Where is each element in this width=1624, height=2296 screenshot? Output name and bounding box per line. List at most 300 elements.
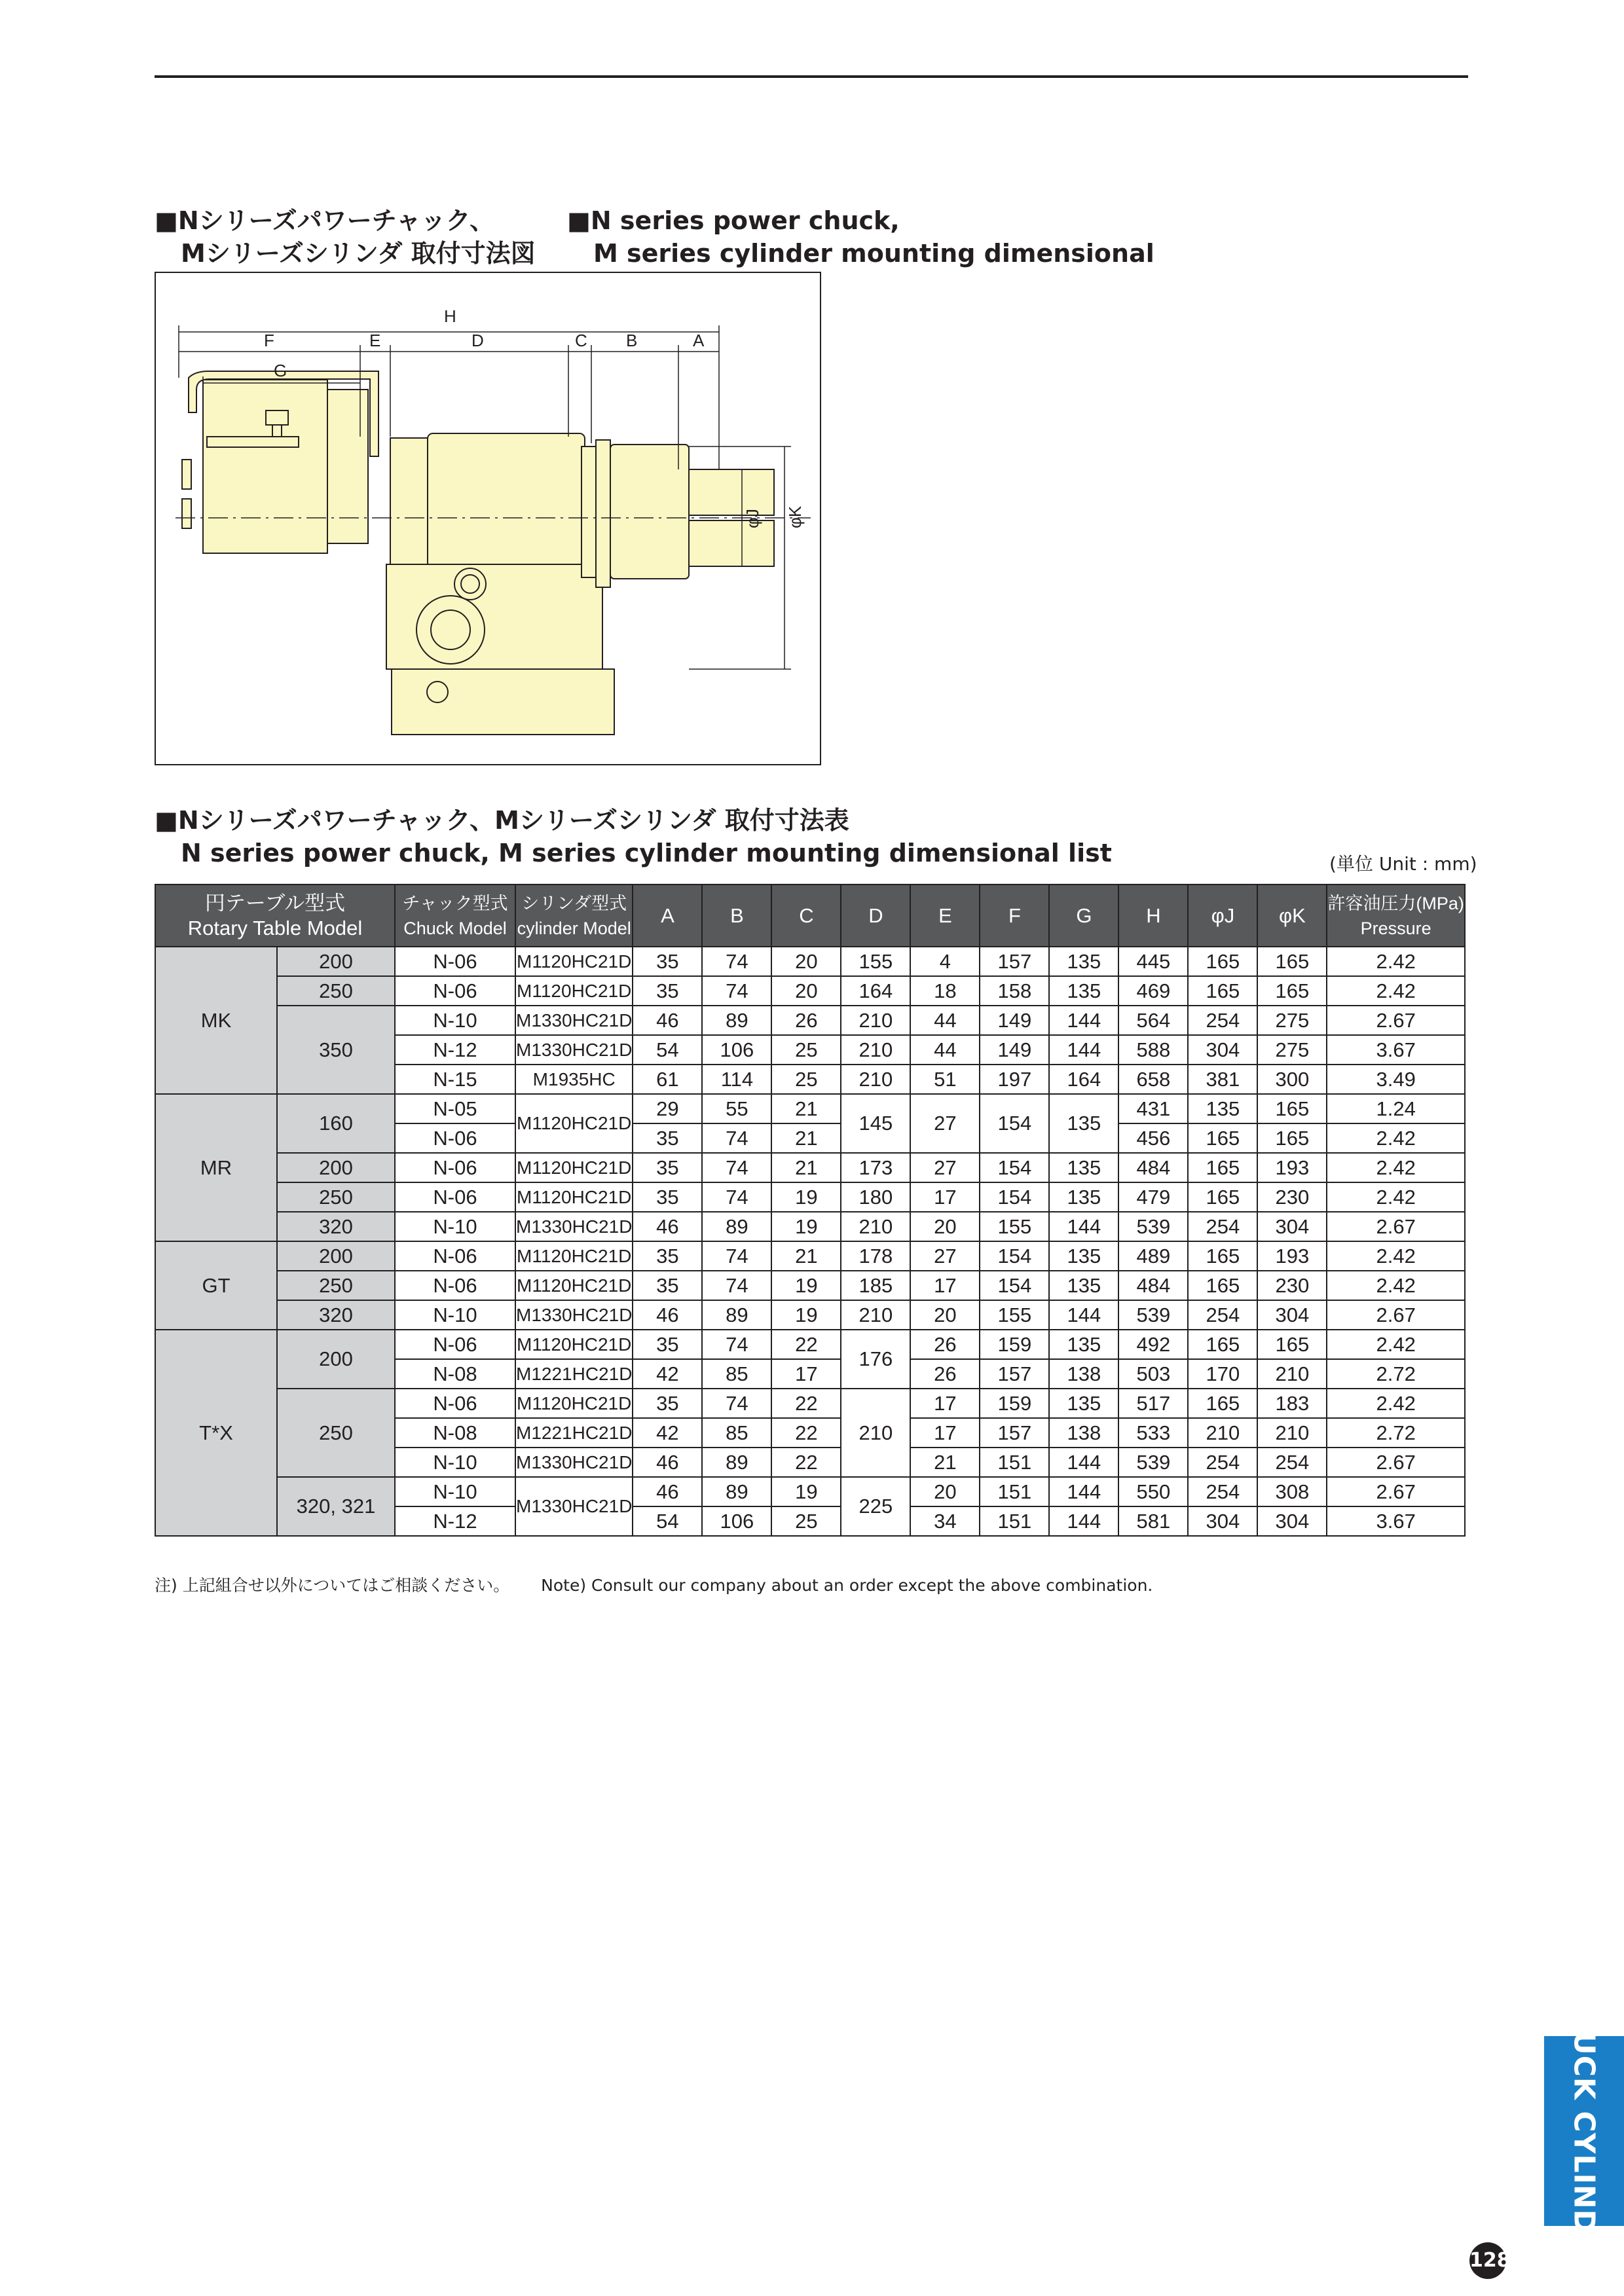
- table-cell: N-06: [395, 947, 515, 976]
- footnote: [155, 1573, 1179, 1596]
- table-cell: 2.42: [1327, 1123, 1465, 1153]
- table-cell: 89: [702, 1006, 771, 1035]
- table-cell: 170: [1188, 1359, 1257, 1389]
- table-cell: 254: [1188, 1212, 1257, 1241]
- side-tab: [1544, 1984, 1624, 2278]
- table-cell: N-10: [395, 1006, 515, 1035]
- table-cell: 489: [1118, 1241, 1188, 1271]
- table-cell: 20: [910, 1477, 980, 1506]
- table-cell: 193: [1257, 1153, 1327, 1182]
- unit-label: (単位 Unit : mm): [1329, 853, 1477, 875]
- table-cell: 2.67: [1327, 1212, 1465, 1241]
- table-cell: 155: [841, 947, 910, 976]
- table-cell: 135: [1188, 1094, 1257, 1123]
- table-cell: N-08: [395, 1418, 515, 1448]
- table-cell: 154: [980, 1094, 1049, 1153]
- header-pressure: [1327, 884, 1465, 947]
- table-cell: 254: [1188, 1006, 1257, 1035]
- fitting-head: [266, 410, 288, 425]
- motor-top-bar: [207, 437, 299, 447]
- table-cell: 74: [702, 1241, 771, 1271]
- size-cell: 350: [277, 1006, 395, 1094]
- table-cell: 151: [980, 1477, 1049, 1506]
- connector-b: [182, 499, 191, 528]
- table-row: [155, 1006, 1465, 1035]
- connector-a: [182, 460, 191, 489]
- table-cell: 154: [980, 1182, 1049, 1212]
- table-cell: 2.42: [1327, 1182, 1465, 1212]
- table-cell: M1221HC21D: [515, 1359, 633, 1389]
- table-cell: 55: [702, 1094, 771, 1123]
- drawing-title-en-line2: M series cylinder mounting dimensional: [593, 239, 1154, 268]
- header-rule: [155, 75, 1468, 78]
- table-cell: 89: [702, 1448, 771, 1477]
- table-cell: 155: [980, 1212, 1049, 1241]
- table-cell: 1.24: [1327, 1094, 1465, 1123]
- table-cell: 74: [702, 1153, 771, 1182]
- table-cell: 183: [1257, 1389, 1327, 1418]
- table-cell: M1120HC21D: [515, 1271, 633, 1300]
- table-cell: M1120HC21D: [515, 1389, 633, 1418]
- label-e: E: [369, 331, 381, 350]
- table-cell: M1330HC21D: [515, 1035, 633, 1065]
- table-cell: 135: [1049, 947, 1118, 976]
- table-cell: 20: [910, 1300, 980, 1330]
- table-cell: 564: [1118, 1006, 1188, 1035]
- table-cell: 44: [910, 1035, 980, 1065]
- table-cell: 151: [980, 1506, 1049, 1536]
- table-cell: 165: [1188, 1153, 1257, 1182]
- table-cell: 149: [980, 1035, 1049, 1065]
- table-cell: 74: [702, 976, 771, 1006]
- table-cell: 114: [702, 1065, 771, 1094]
- drawing-title-jp-line2: Mシリーズシリンダ 取付寸法図: [181, 239, 536, 268]
- table-cell: 165: [1257, 947, 1327, 976]
- table-cell: 304: [1188, 1506, 1257, 1536]
- table-cell: 456: [1118, 1123, 1188, 1153]
- table-cell: 74: [702, 1182, 771, 1212]
- table-cell: 35: [633, 1330, 702, 1359]
- header-phi-k: φK: [1257, 884, 1327, 947]
- chuck-ring-b: [596, 440, 610, 587]
- table-cell: 46: [633, 1477, 702, 1506]
- table-row: [155, 1094, 1465, 1123]
- table-cell: 210: [841, 1389, 910, 1477]
- table-cell: 135: [1049, 976, 1118, 1006]
- table-cell: 210: [1257, 1359, 1327, 1389]
- size-cell: 200: [277, 1241, 395, 1271]
- table-cell: 165: [1188, 947, 1257, 976]
- table-cell: 165: [1188, 976, 1257, 1006]
- table-cell: M1330HC21D: [515, 1300, 633, 1330]
- table-row: [155, 1271, 1465, 1300]
- table-row: [155, 1330, 1465, 1359]
- table-cell: 581: [1118, 1506, 1188, 1536]
- table-cell: N-06: [395, 1389, 515, 1418]
- table-cell: 89: [702, 1300, 771, 1330]
- table-cell: N-10: [395, 1300, 515, 1330]
- header-label: cylinder Model: [517, 918, 631, 938]
- drawing-body: [182, 371, 774, 735]
- size-cell: 200: [277, 1330, 395, 1389]
- header-a: A: [633, 884, 702, 947]
- table-cell: 135: [1049, 1182, 1118, 1212]
- table-row: [155, 1212, 1465, 1241]
- header-b: B: [702, 884, 771, 947]
- table-cell: 89: [702, 1477, 771, 1506]
- table-cell: 254: [1188, 1477, 1257, 1506]
- header-cylinder: [515, 884, 633, 947]
- table-cell: 165: [1257, 1094, 1327, 1123]
- header-label: 許容油圧力(MPa): [1327, 893, 1464, 913]
- table-cell: 154: [980, 1241, 1049, 1271]
- table-cell: 165: [1257, 976, 1327, 1006]
- table-cell: N-06: [395, 1123, 515, 1153]
- table-row: [155, 1477, 1465, 1506]
- table-cell: 85: [702, 1418, 771, 1448]
- table-cell: 492: [1118, 1330, 1188, 1359]
- table-cell: M1935HC: [515, 1065, 633, 1094]
- table-cell: 165: [1188, 1330, 1257, 1359]
- table-cell: 35: [633, 947, 702, 976]
- table-cell: 20: [771, 976, 841, 1006]
- motor-flange: [327, 390, 368, 543]
- label-h: H: [444, 306, 456, 326]
- header-label: Pressure: [1360, 918, 1431, 938]
- table-cell: 25: [771, 1506, 841, 1536]
- table-cell: 180: [841, 1182, 910, 1212]
- table-header-row: [155, 884, 1465, 947]
- table-cell: 138: [1049, 1418, 1118, 1448]
- table-cell: 157: [980, 1418, 1049, 1448]
- table-cell: M1330HC21D: [515, 1477, 633, 1536]
- table-cell: 42: [633, 1359, 702, 1389]
- table-cell: M1330HC21D: [515, 1212, 633, 1241]
- label-a: A: [693, 331, 705, 350]
- table-cell: 17: [910, 1271, 980, 1300]
- table-cell: 17: [910, 1182, 980, 1212]
- table-cell: 503: [1118, 1359, 1188, 1389]
- table-cell: 27: [910, 1094, 980, 1153]
- header-e: E: [910, 884, 980, 947]
- table-cell: 539: [1118, 1300, 1188, 1330]
- table-cell: N-06: [395, 1271, 515, 1300]
- table-cell: N-12: [395, 1506, 515, 1536]
- table-cell: 304: [1257, 1212, 1327, 1241]
- table-cell: N-06: [395, 976, 515, 1006]
- table-cell: 157: [980, 1359, 1049, 1389]
- table-cell: 17: [910, 1418, 980, 1448]
- header-label: シリンダ型式: [521, 893, 627, 913]
- group-mr: MR: [155, 1094, 277, 1241]
- table-cell: 17: [771, 1359, 841, 1389]
- table-cell: M1221HC21D: [515, 1418, 633, 1448]
- port-circle-inner: [461, 575, 479, 593]
- table-cell: 34: [910, 1506, 980, 1536]
- table-cell: 300: [1257, 1065, 1327, 1094]
- group-mk: MK: [155, 947, 277, 1094]
- header-label: チャック型式: [402, 893, 508, 913]
- table-cell: 25: [771, 1035, 841, 1065]
- table-cell: 155: [980, 1300, 1049, 1330]
- footnote-en: Note) Consult our company about an order except the above combination.: [541, 1576, 1153, 1595]
- table-cell: 164: [841, 976, 910, 1006]
- table-row: [155, 1389, 1465, 1418]
- table-cell: 159: [980, 1330, 1049, 1359]
- table-cell: 74: [702, 947, 771, 976]
- table-cell: 26: [910, 1330, 980, 1359]
- table-cell: 26: [771, 1006, 841, 1035]
- table-cell: 517: [1118, 1389, 1188, 1418]
- table-cell: 35: [633, 976, 702, 1006]
- table-cell: 25: [771, 1065, 841, 1094]
- table-cell: 193: [1257, 1241, 1327, 1271]
- table-cell: 304: [1257, 1506, 1327, 1536]
- table-cell: 165: [1188, 1271, 1257, 1300]
- table-cell: 74: [702, 1330, 771, 1359]
- table-cell: 149: [980, 1006, 1049, 1035]
- table-cell: 106: [702, 1506, 771, 1536]
- table-cell: 210: [1257, 1418, 1327, 1448]
- table-cell: 4: [910, 947, 980, 976]
- table-cell: 22: [771, 1330, 841, 1359]
- table-cell: 484: [1118, 1271, 1188, 1300]
- header-d: D: [841, 884, 910, 947]
- table-cell: 19: [771, 1212, 841, 1241]
- table-cell: 106: [702, 1035, 771, 1065]
- drawing-title-en: [567, 204, 1154, 270]
- table-cell: 197: [980, 1065, 1049, 1094]
- mounting-drawing-svg: [156, 273, 820, 764]
- table-cell: 2.42: [1327, 1389, 1465, 1418]
- table-cell: 2.67: [1327, 1477, 1465, 1506]
- table-cell: 2.42: [1327, 947, 1465, 976]
- table-title-en: N series power chuck, M series cylinder mounting dimensional list: [181, 839, 1112, 867]
- side-tab-label: CHUCK CYLINDER: [1567, 1984, 1601, 2278]
- table-cell: 85: [702, 1359, 771, 1389]
- table-cell: 19: [771, 1300, 841, 1330]
- table-cell: 484: [1118, 1153, 1188, 1182]
- table-cell: 230: [1257, 1182, 1327, 1212]
- size-cell: 320, 321: [277, 1477, 395, 1536]
- table-cell: M1120HC21D: [515, 1330, 633, 1359]
- table-cell: 21: [771, 1123, 841, 1153]
- table-cell: 3.67: [1327, 1035, 1465, 1065]
- table-cell: 18: [910, 976, 980, 1006]
- table-cell: 20: [910, 1212, 980, 1241]
- header-label: Chuck Model: [403, 918, 507, 938]
- table-cell: 3.49: [1327, 1065, 1465, 1094]
- table-cell: 35: [633, 1241, 702, 1271]
- table-cell: 46: [633, 1006, 702, 1035]
- label-b: B: [626, 331, 638, 350]
- table-cell: 304: [1257, 1300, 1327, 1330]
- table-cell: 254: [1188, 1300, 1257, 1330]
- table-cell: 46: [633, 1212, 702, 1241]
- size-cell: 160: [277, 1094, 395, 1153]
- table-cell: 304: [1188, 1035, 1257, 1065]
- label-d: D: [471, 331, 484, 350]
- table-cell: M1120HC21D: [515, 1094, 633, 1153]
- table-cell: N-15: [395, 1065, 515, 1094]
- table-cell: M1120HC21D: [515, 1153, 633, 1182]
- table-cell: N-06: [395, 1330, 515, 1359]
- table-cell: 275: [1257, 1006, 1327, 1035]
- table-cell: 145: [841, 1094, 910, 1153]
- table-cell: 469: [1118, 976, 1188, 1006]
- table-cell: 61: [633, 1065, 702, 1094]
- table-cell: 165: [1188, 1123, 1257, 1153]
- size-cell: 250: [277, 1389, 395, 1477]
- table-cell: N-10: [395, 1448, 515, 1477]
- size-cell: 320: [277, 1212, 395, 1241]
- size-cell: 320: [277, 1300, 395, 1330]
- table-cell: 144: [1049, 1006, 1118, 1035]
- table-cell: 431: [1118, 1094, 1188, 1123]
- table-cell: 144: [1049, 1506, 1118, 1536]
- label-phi-j: φJ: [743, 509, 762, 528]
- table-cell: 154: [980, 1153, 1049, 1182]
- table-cell: 210: [841, 1035, 910, 1065]
- table-cell: 35: [633, 1389, 702, 1418]
- table-cell: 157: [980, 947, 1049, 976]
- header-rotary: [155, 884, 395, 947]
- table-cell: 210: [841, 1300, 910, 1330]
- table-cell: 74: [702, 1389, 771, 1418]
- table-row: [155, 1241, 1465, 1271]
- table-cell: 151: [980, 1448, 1049, 1477]
- table-cell: 135: [1049, 1389, 1118, 1418]
- table-cell: 159: [980, 1389, 1049, 1418]
- table-cell: 2.42: [1327, 976, 1465, 1006]
- table-row: [155, 1153, 1465, 1182]
- table-cell: 539: [1118, 1212, 1188, 1241]
- footnote-jp: 注) 上記組合せ以外についてはご相談ください。: [155, 1576, 510, 1595]
- table-cell: 2.67: [1327, 1006, 1465, 1035]
- table-cell: 21: [910, 1448, 980, 1477]
- table-cell: 254: [1257, 1448, 1327, 1477]
- table-row: [155, 976, 1465, 1006]
- table-cell: 173: [841, 1153, 910, 1182]
- table-cell: 2.67: [1327, 1300, 1465, 1330]
- table-cell: 2.67: [1327, 1448, 1465, 1477]
- motor-block: [203, 380, 327, 553]
- table-cell: 158: [980, 976, 1049, 1006]
- table-cell: 22: [771, 1448, 841, 1477]
- table-cell: 144: [1049, 1212, 1118, 1241]
- table-cell: 138: [1049, 1359, 1118, 1389]
- table-cell: 2.42: [1327, 1271, 1465, 1300]
- table-cell: M1330HC21D: [515, 1448, 633, 1477]
- table-cell: N-10: [395, 1212, 515, 1241]
- drawing-title-jp-line1: ■Nシリーズパワーチャック、: [155, 206, 495, 235]
- header-label: Rotary Table Model: [187, 916, 363, 939]
- table-cell: 51: [910, 1065, 980, 1094]
- table-cell: 164: [1049, 1065, 1118, 1094]
- table-cell: 230: [1257, 1271, 1327, 1300]
- table-cell: 185: [841, 1271, 910, 1300]
- table-cell: M1120HC21D: [515, 947, 633, 976]
- chuck-jaw-top: [689, 469, 774, 515]
- table-cell: 44: [910, 1006, 980, 1035]
- table-cell: M1120HC21D: [515, 1182, 633, 1212]
- table-cell: 658: [1118, 1065, 1188, 1094]
- table-cell: 135: [1049, 1271, 1118, 1300]
- table-cell: 154: [980, 1271, 1049, 1300]
- table-cell: 54: [633, 1506, 702, 1536]
- table-cell: 539: [1118, 1448, 1188, 1477]
- table-cell: N-06: [395, 1153, 515, 1182]
- table-cell: 254: [1188, 1448, 1257, 1477]
- table-cell: 178: [841, 1241, 910, 1271]
- table-cell: 210: [841, 1006, 910, 1035]
- table-cell: 165: [1188, 1241, 1257, 1271]
- group-gt: GT: [155, 1241, 277, 1330]
- table-cell: 308: [1257, 1477, 1327, 1506]
- label-g: G: [274, 361, 287, 380]
- lower-port: [427, 682, 448, 702]
- header-chuck: [395, 884, 515, 947]
- table-cell: 26: [910, 1359, 980, 1389]
- table-cell: 46: [633, 1448, 702, 1477]
- table-cell: 2.72: [1327, 1359, 1465, 1389]
- table-cell: 20: [771, 947, 841, 976]
- table-cell: 19: [771, 1182, 841, 1212]
- table-cell: 22: [771, 1389, 841, 1418]
- header-c: C: [771, 884, 841, 947]
- table-cell: 225: [841, 1477, 910, 1536]
- chuck-ring-a: [581, 446, 596, 577]
- table-cell: 144: [1049, 1300, 1118, 1330]
- table-cell: N-06: [395, 1241, 515, 1271]
- table-body: [428, 433, 585, 574]
- group-tx: T*X: [155, 1330, 277, 1536]
- mounting-drawing: [155, 272, 821, 765]
- table-cell: 550: [1118, 1477, 1188, 1506]
- label-c: C: [575, 331, 587, 350]
- table-cell: 21: [771, 1241, 841, 1271]
- table-cell: 135: [1049, 1241, 1118, 1271]
- table-cell: 2.72: [1327, 1418, 1465, 1448]
- table-cell: 27: [910, 1153, 980, 1182]
- table-cell: 17: [910, 1389, 980, 1418]
- drawing-title-jp: [155, 204, 536, 270]
- table-cell: N-05: [395, 1094, 515, 1123]
- mount-circle-inner: [431, 610, 470, 649]
- table-cell: 54: [633, 1035, 702, 1065]
- table-cell: 588: [1118, 1035, 1188, 1065]
- table-cell: 144: [1049, 1477, 1118, 1506]
- table-cell: 35: [633, 1153, 702, 1182]
- table-cell: 210: [841, 1065, 910, 1094]
- table-cell: 42: [633, 1418, 702, 1448]
- table-cell: 210: [841, 1212, 910, 1241]
- table-cell: 275: [1257, 1035, 1327, 1065]
- table-cell: N-12: [395, 1035, 515, 1065]
- table-cell: M1330HC21D: [515, 1006, 633, 1035]
- table-cell: 74: [702, 1271, 771, 1300]
- chuck-body: [610, 445, 689, 579]
- size-cell: 250: [277, 1182, 395, 1212]
- table-foot: [392, 669, 614, 735]
- table-cell: N-10: [395, 1477, 515, 1506]
- table-cell: 19: [771, 1477, 841, 1506]
- table-cell: 35: [633, 1182, 702, 1212]
- table-cell: 165: [1257, 1330, 1327, 1359]
- header-f: F: [980, 884, 1049, 947]
- table-cell: 533: [1118, 1418, 1188, 1448]
- table-cell: 2.42: [1327, 1241, 1465, 1271]
